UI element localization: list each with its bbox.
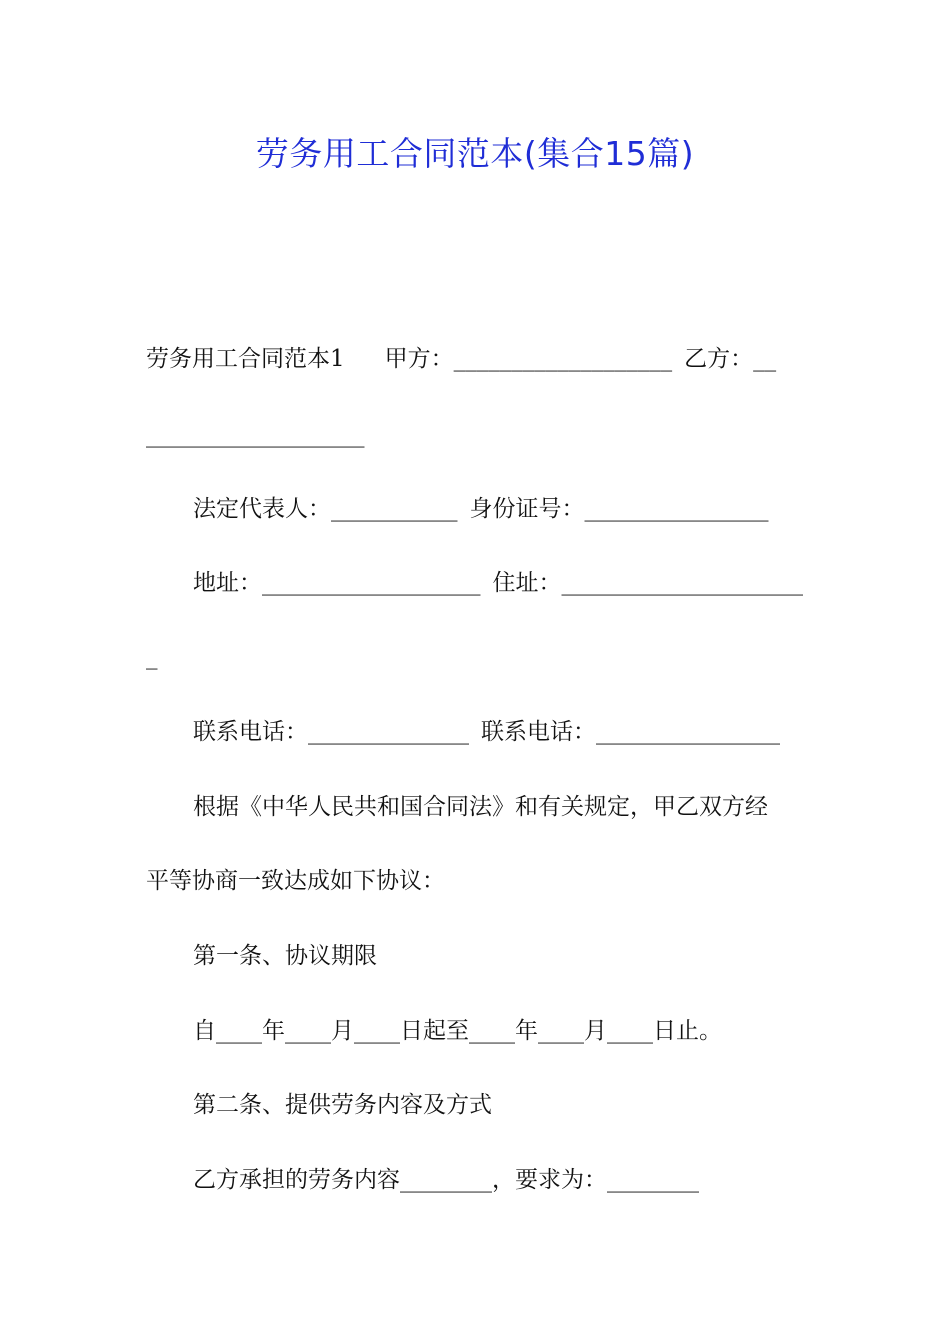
agreement-term-line: 自____年____月____日起至____年____月____日止。 xyxy=(193,1018,722,1044)
residence-field: 住址：_____________________ xyxy=(492,570,803,596)
residence-blank-continued: _ xyxy=(146,644,158,670)
contract-name: 劳务用工合同范本1 xyxy=(146,346,345,372)
id-number-field: 身份证号：________________ xyxy=(469,496,769,522)
address-line xyxy=(193,568,803,598)
legal-rep-line xyxy=(193,494,769,524)
preamble-line-2: 平等协商一致达成如下协议： xyxy=(146,868,445,894)
party-b-field: 乙方：__ xyxy=(684,346,777,372)
party-b-blank-continued: ___________________ xyxy=(146,422,365,448)
document-title: 劳务用工合同范本(集合15篇) xyxy=(255,134,695,173)
article-2-heading: 第二条、提供劳务内容及方式 xyxy=(193,1092,492,1118)
phone-line xyxy=(193,717,780,747)
party-a-phone-field: 联系电话：______________ xyxy=(193,719,469,745)
preamble-line-1: 根据《中华人民共和国合同法》和有关规定，甲乙双方经 xyxy=(193,794,768,820)
party-b-phone-field: 联系电话：________________ xyxy=(481,719,780,745)
legal-representative-field: 法定代表人：___________ xyxy=(193,496,458,522)
contract-header-line xyxy=(146,344,776,374)
service-content-line: 乙方承担的劳务内容________，要求为：________ xyxy=(193,1167,699,1193)
article-1-heading: 第一条、协议期限 xyxy=(193,943,377,969)
party-a-field: 甲方：___________________ xyxy=(384,346,673,372)
address-field: 地址：___________________ xyxy=(193,570,481,596)
